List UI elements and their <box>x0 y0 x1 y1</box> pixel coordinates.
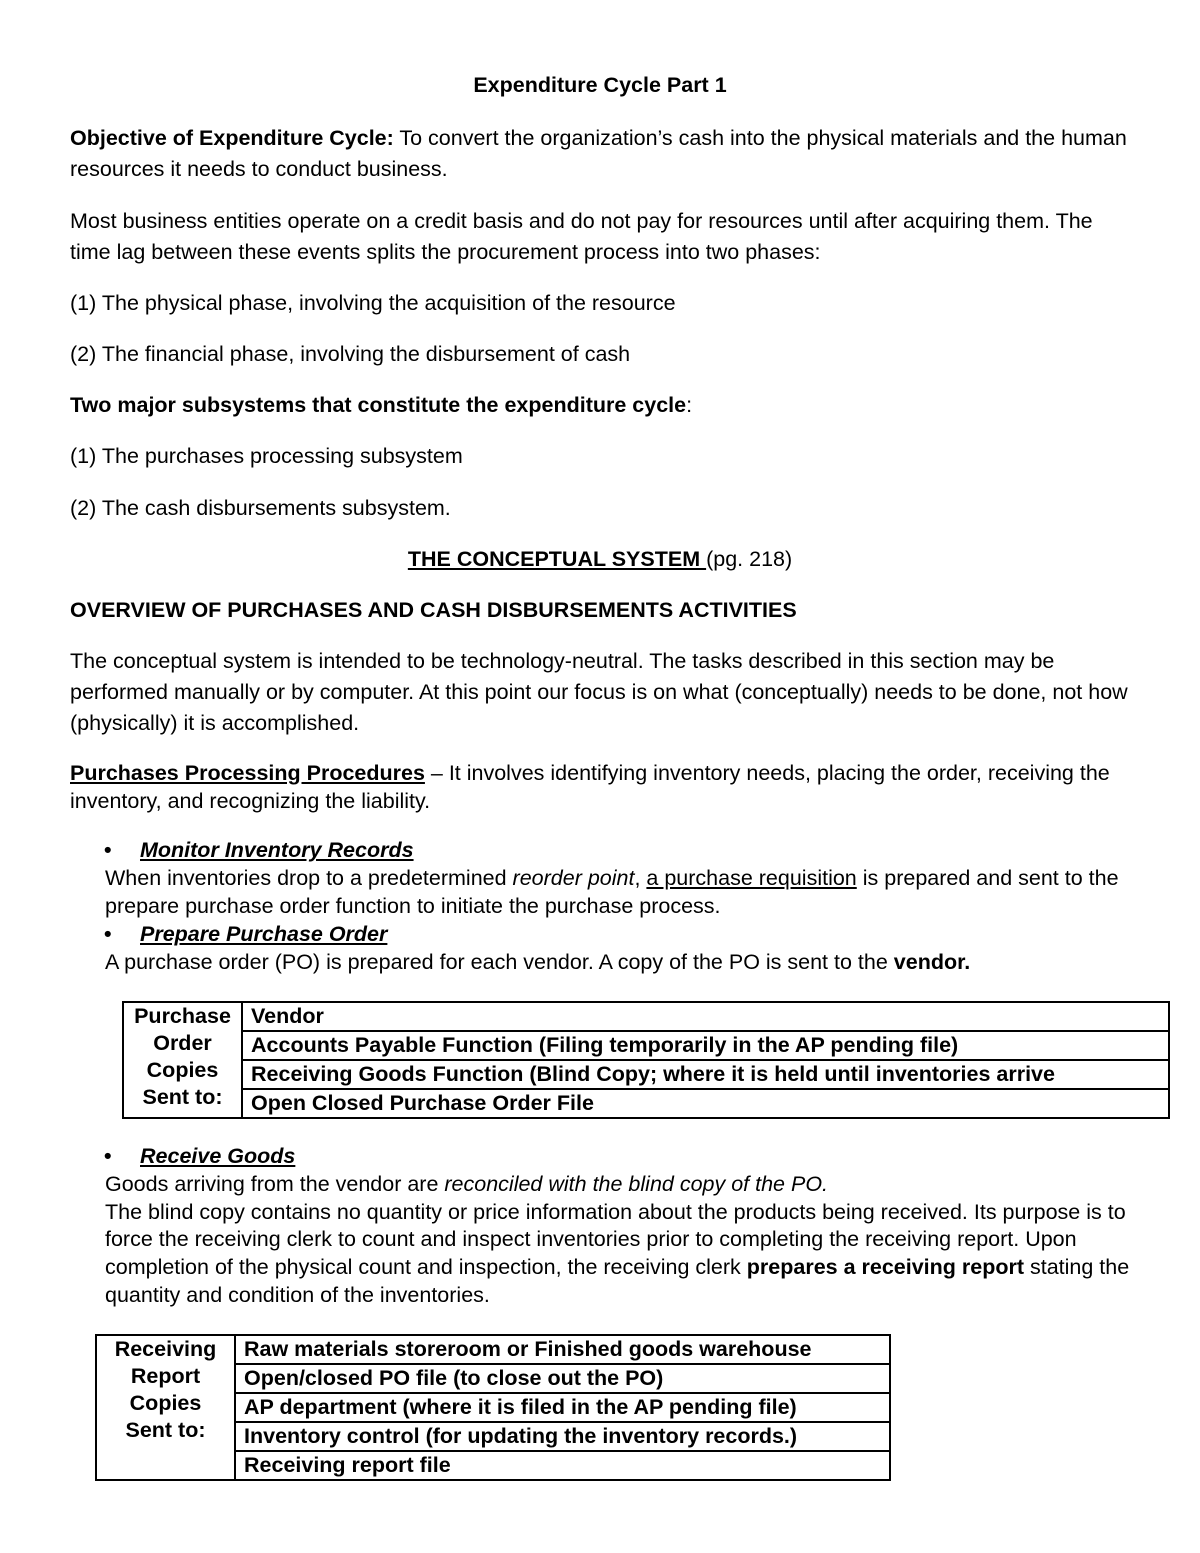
phase-2: (2) The financial phase, involving the disbursement of cash <box>70 342 631 367</box>
bullet-monitor <box>70 837 1130 865</box>
rr-table-cell: Receiving report file <box>235 1451 890 1480</box>
table-row <box>123 1031 1169 1060</box>
prepare-text-1: A purchase order (PO) is prepared for each vendor. A copy of the PO is sent to the <box>105 950 894 975</box>
subsystem-2: (2) The cash disbursements subsystem. <box>70 495 451 520</box>
receive-text-a: Goods arriving from the vendor are <box>105 1171 445 1196</box>
objective-label: Objective of Expenditure Cycle: <box>70 126 394 151</box>
purchases-label: Purchases Processing Procedures <box>70 760 425 785</box>
subsystem-1: (1) The purchases processing subsystem <box>70 444 463 469</box>
subsystems-heading: Two major subsystems that constitute the expenditure cycle <box>70 393 687 418</box>
bullet-prepare <box>70 921 1130 949</box>
receiving-report-table <box>95 1334 891 1480</box>
overview-heading: OVERVIEW OF PURCHASES AND CASH DISBURSEMENTS ACTIVITIES <box>70 597 797 622</box>
subsystems-heading-line <box>70 390 1130 421</box>
po-table-lead <box>123 1002 242 1118</box>
bullet-dot <box>70 1143 140 1171</box>
po-table-cell: Vendor <box>242 1002 1169 1031</box>
po-lead-line: Purchase <box>134 1004 231 1029</box>
rr-table-cell: Raw materials storeroom or Finished goods warehouse <box>235 1335 890 1364</box>
prepare-text <box>70 949 1130 977</box>
po-table-cell: Open Closed Purchase Order File <box>242 1089 1169 1118</box>
prepare-vendor: vendor. <box>893 950 971 975</box>
receive-text-2 <box>70 1199 1130 1311</box>
table-row <box>96 1335 890 1364</box>
objective-text: To convert the organization’s cash into the physical materials and the human resources it needs to conduct business. <box>70 126 1127 182</box>
monitor-reorder-point: reorder point <box>512 866 635 891</box>
bullet-dot <box>70 837 140 865</box>
monitor-text <box>70 865 1130 921</box>
conceptual-paragraph: The conceptual system is intended to be technology-neutral. The tasks described in this section may be performed manually or by computer. At this point our focus is on what (conceptually) needs to be done, not how (physically) it is accomplished. <box>70 649 1128 736</box>
overview-heading-line <box>70 595 1130 626</box>
bullet-dot <box>70 921 140 949</box>
monitor-text-3: , <box>634 866 647 891</box>
table-row <box>123 1060 1169 1089</box>
po-table-cell: Accounts Payable Function (Filing temporarily in the AP pending file) <box>242 1031 1169 1060</box>
section-page-ref: (pg. 218) <box>706 546 793 571</box>
po-lead-line: Order <box>153 1031 212 1056</box>
monitor-text-5: is prepared and sent to the prepare purchase order function to initiate the purchase process. <box>105 866 1119 919</box>
rr-table-cell: AP department (where it is filed in the AP pending file) <box>235 1393 890 1422</box>
rr-lead-line: Copies <box>129 1391 202 1416</box>
rr-lead-line: Sent to: <box>125 1417 206 1442</box>
monitor-heading: Monitor Inventory Records <box>140 838 414 863</box>
rr-table-lead <box>96 1335 235 1479</box>
receive-reconciled: reconciled with the blind copy of the PO. <box>444 1171 829 1196</box>
receive-text-1 <box>70 1171 1130 1199</box>
rr-lead-line: Report <box>130 1364 201 1389</box>
receive-heading: Receive Goods <box>140 1143 296 1168</box>
credit-paragraph: Most business entities operate on a credit basis and do not pay for resources until after acquiring them. The time lag between these events splits the procurement process into two phases: <box>70 208 1093 264</box>
prepare-heading: Prepare Purchase Order <box>140 922 388 947</box>
bullet-receive <box>70 1143 1130 1171</box>
rr-table-cell: Inventory control (for updating the inventory records.) <box>235 1422 890 1451</box>
purchases-paragraph <box>70 760 1130 816</box>
receive-text-c: stating the quantity and condition of the inventories. <box>105 1255 1130 1308</box>
po-copies-table <box>122 1001 1170 1119</box>
po-lead-line: Sent to: <box>142 1084 223 1109</box>
rr-table-cell: Open/closed PO file (to close out the PO) <box>235 1364 890 1393</box>
section-title-line <box>70 544 1130 575</box>
purchases-text: – It involves identifying inventory needs, placing the order, receiving the inventory, and recognizing the liability. <box>70 760 1110 813</box>
objective-paragraph <box>70 123 1130 185</box>
po-lead-line: Copies <box>146 1057 219 1082</box>
document-title: Expenditure Cycle Part 1 <box>473 73 727 97</box>
rr-lead-line: Receiving <box>114 1337 217 1362</box>
monitor-purchase-requisition: a purchase requisition <box>646 866 857 891</box>
document-page <box>70 70 1130 1481</box>
table-row <box>123 1002 1169 1031</box>
po-table-cell: Receiving Goods Function (Blind Copy; where it is held until inventories arrive <box>242 1060 1169 1089</box>
monitor-text-1: When inventories drop to a predetermined <box>105 866 513 891</box>
subsystems-colon: : <box>686 393 693 418</box>
receive-prepares-report: prepares a receiving report <box>746 1255 1025 1280</box>
section-title: THE CONCEPTUAL SYSTEM <box>407 546 707 571</box>
receive-text-b: The blind copy contains no quantity or price information about the products being received. Its purpose is to force the receiving clerk to count and inspect inventories prior to completing the receiving report. Upon completion of the physical count and inspection, the receiving clerk <box>105 1199 1126 1280</box>
table-row <box>123 1089 1169 1118</box>
phase-1: (1) The physical phase, involving the acquisition of the resource <box>70 290 676 315</box>
